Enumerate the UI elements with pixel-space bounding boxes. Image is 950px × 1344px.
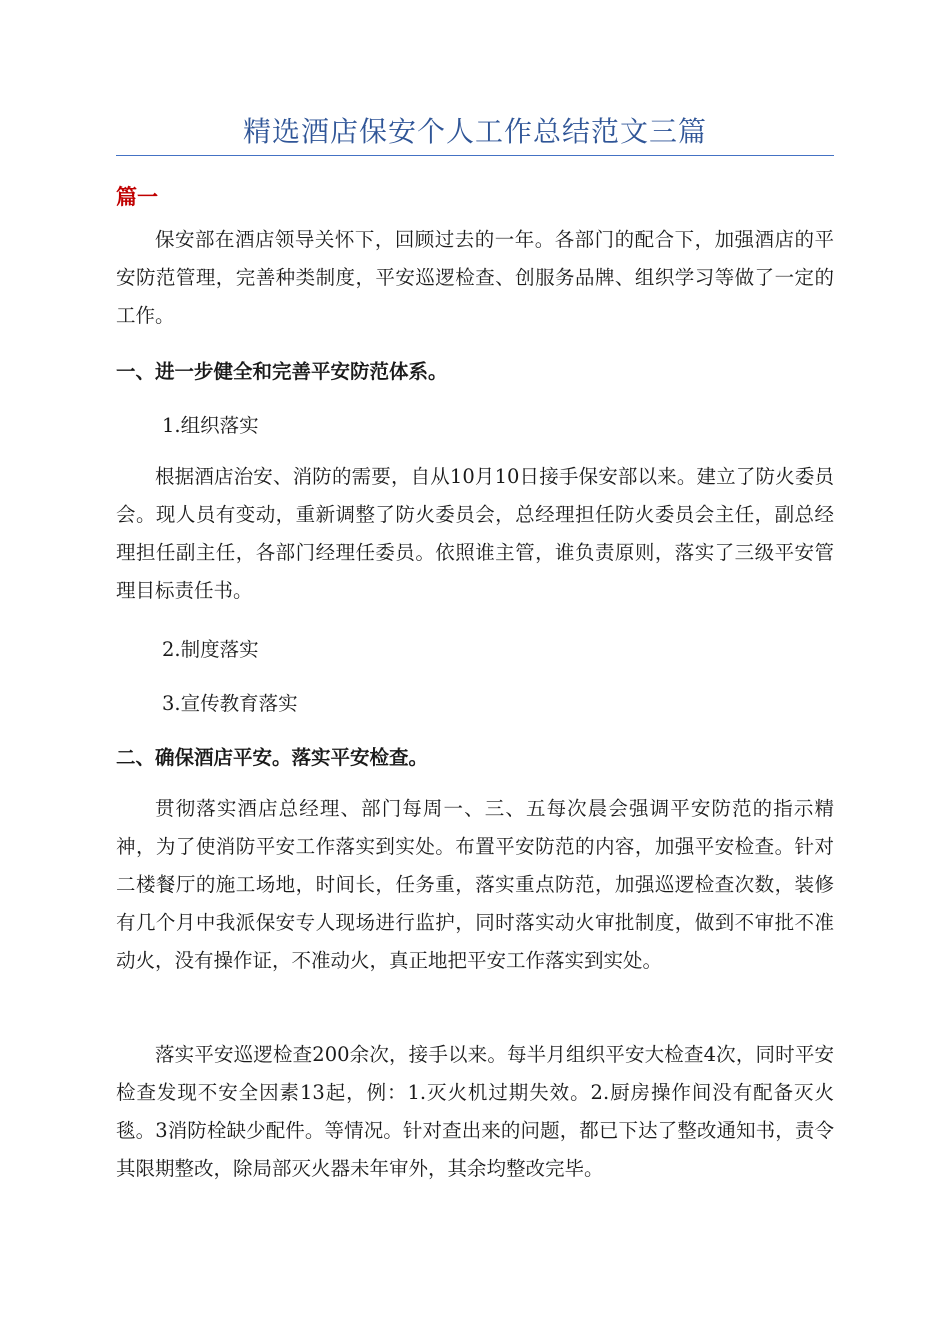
document-title: 精选酒店保安个人工作总结范文三篇 <box>242 115 707 148</box>
list-item-3: 3.宣传教育落实 <box>162 692 298 715</box>
title-underline <box>116 155 834 156</box>
paragraph-2: 贯彻落实酒店总经理、部门每周一、三、五每次晨会强调平安防范的指示精神，为了使消防平安工作落实到实处。布置平安防范的内容，加强平安检查。针对二楼餐厅的施工场地，时间长，任务重，落实重点防范，加强巡逻检查次数，装修有几个月中我派保安专人现场进行监护，同时落实动火审批制度，做到不审批不准动火，没有操作证，不准动火，真正地把平安工作落实到实处。 <box>116 797 834 972</box>
intro-paragraph: 保安部在酒店领导关怀下，回顾过去的一年。各部门的配合下，加强酒店的平安防范管理，完善种类制度，平安巡逻检查、创服务品牌、组织学习等做了一定的工作。 <box>116 228 834 327</box>
heading-2: 二、确保酒店平安。落实平安检查。 <box>116 746 429 769</box>
paragraph-1: 根据酒店治安、消防的需要，自从10月10日接手保安部以来。建立了防火委员会。现人员有变动，重新调整了防火委员会，总经理担任防火委员会主任，副总经理担任副主任，各部门经理任委员。依照谁主管，谁负责原则，落实了三级平安管理目标责任书。 <box>116 465 834 602</box>
list-item-1: 1.组织落实 <box>162 414 259 437</box>
heading-1: 一、进一步健全和完善平安防范体系。 <box>116 360 448 383</box>
list-item-2: 2.制度落实 <box>162 638 259 661</box>
paragraph-3: 落实平安巡逻检查200余次，接手以来。每半月组织平安大检查4次，同时平安检查发现不安全因素13起，例：1.灭火机过期失效。2.厨房操作间没有配备灭火毯。3消防栓缺少配件。等情况。针对查出来的问题，都已下达了整改通知书，责令其限期整改，除局部灭火器未年审外，其余均整改完毕。 <box>116 1043 834 1180</box>
section-label: 篇一 <box>116 185 158 209</box>
